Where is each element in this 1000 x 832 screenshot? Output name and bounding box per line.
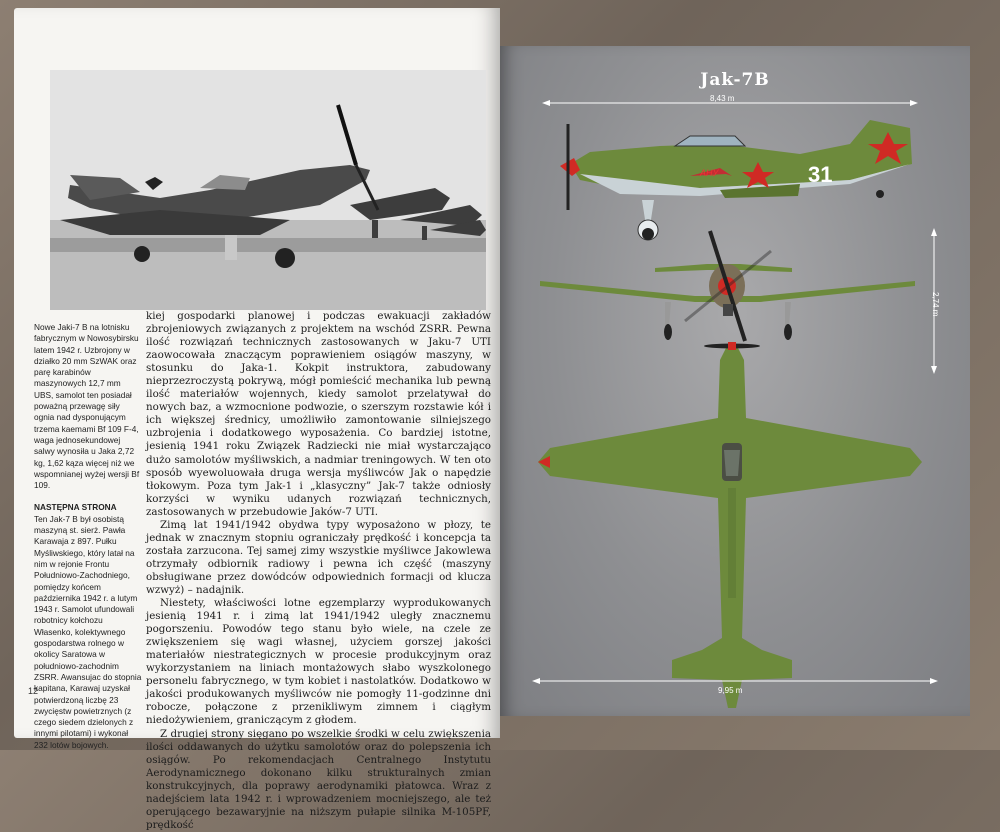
paragraph: Zimą lat 1941/1942 obydwa typy wyposażono w płozy, te jednak w znacznym stopniu ograniczały prędkość i koncepcja ta została zarzucona. Tej samej zimy wszystkie myśliwce Jakowlewa otrzymały odbiornik radiowy i pewna ich część (maszyny obsługiwane przez dowódców odpowiednich formacji od klucza wzwyż) – nadajnik.	[146, 518, 491, 596]
article-body	[146, 310, 491, 832]
top-view-illustration	[530, 338, 930, 718]
page-number: 12	[28, 686, 39, 696]
tail-number: 31	[808, 162, 833, 187]
nose-art-text: АНУ	[700, 168, 719, 178]
aircraft-photo	[50, 70, 486, 310]
right-page	[500, 46, 970, 716]
paragraph: kiej gospodarki planowej i podczas ewakuacji zakładów zbrojeniowych związanych z projektem na wschód ZSRR. Pewna ilość rozwiązań technicznych zastosowanych w Jaku-7 UTI zaowocowała znaczącym poprawieniem osiągów maszyny, w stosunku do Jaka-1. Kokpit instruktora, zabudowany nieprzezroczystą pokrywą, mógł pomieścić mechanika lub pewną ilość materiałów wojennych, kiedy samolot przelatywał do nowych baz, a wzmocnione podwozie, o szerszym rozstawie kół i ich większej średnicy, umożliwiło zamontowanie silniejszego uzbrojenia i dodatkowego wyposażenia. Co bardziej istotne, jesienią 1941 roku Związek Radziecki nie miał wystarczająco dużo samolotów myśliwskich, a nadmiar treningowych. W ten oto sposób wyewoluowała druga wersja myśliwców Jak o napędzie tłokowym. Poza tym Jak-1 i „klasyczny” Jak-7 także odniosły korzyści w wyniku udanych rozwiązań technicznych, zastosowanych w przebudowie Jaków-7 UTI.	[146, 310, 491, 518]
next-page-heading: NASTĘPNA STRONA	[34, 502, 117, 513]
left-page	[14, 8, 500, 831]
height-label: 2,74 m	[931, 292, 940, 317]
paragraph: Z drugiej strony sięgano po wszelkie środki w celu zwiększenia ilości oddawanych do użytku samolotów oraz do polepszenia ich osiągów. Po rekomendacjach Centralnego Instytutu Aerodynamicznego dokonano kilku strukturalnych zmian konstrukcyjnych, dla poprawy aerodynamiki płatowca. Wraz z nadejściem lata 1942 r. i wprowadzeniem mocniejszego, ale też operującego bezawaryjnie na niższym pułapie silnika M-105PF, prędkość	[146, 727, 491, 831]
photo-caption	[34, 322, 142, 751]
front-view-illustration	[535, 226, 920, 346]
aircraft-title: Jak-7B	[700, 70, 770, 90]
wingspan-label: 9,95 m	[718, 686, 743, 695]
paragraph: Niestety, właściwości lotne egzemplarzy wyprodukowanych jesienią 1941 r. i zimą lat 1941/1942 uległy znacznemu pogorszeniu. Powodów tego stanu było wiele, na czele ze zwiększeniem się wagi własnej, użyciem gorszej jakości materiałów niestrategicznych w procesie produkcyjnym oraz wykorzystaniem na liniach montażowych słabo wyszkolonego personelu fabrycznego, w tym kobiet i nastolatków. Dodatkowo w jakości produkowanych myśliwców nie pomogły 11-godzinne dni robocze, połączone z przenikliwym zimnem i ciągłym niedożywieniem, graniczącym z głodem.	[146, 597, 491, 727]
next-page-caption: Ten Jak-7 B był osobistą maszyną st. sierż. Pawła Karawaja z 897. Pułku Myśliwskiego, który latał na nim w rejonie Frontu Południowo-Zachodniego, pomiędzy końcem października 1942 r. a lutym 1943 r. Samolot ufundowali robotnicy kołchozu Własenko, kolektywnego gospodarstwa rolnego w okolicy Saratowa w południowo-zachodnim ZSRR. Awansujac do stopnia kapitana, Karawaj uzyskał potwierdzoną liczbę 23 zwycięstw powietrznych (z czego siedem dzielonych z innymi pilotami) i wykonał 232 lotów bojowych.	[34, 513, 142, 750]
length-label: 8,43 m	[710, 94, 735, 103]
caption-main: Nowe Jaki-7 B na lotnisku fabrycznym w Nowosybirsku latem 1942 r. Uzbrojony w działko 20 mm SzWAK oraz parę karabinów maszynowych 12,7 mm UBS, samolot ten posiadał poważną przewagę siły ognia nad dysponującym trzema kaemami Bf 109 F-4, waga jednosekundowej salwy wynosiła u Jaka 2,72 kg, 1,62 kąza więcej niż we wspomnianej wyżej wersji Bf 109.	[34, 322, 140, 491]
